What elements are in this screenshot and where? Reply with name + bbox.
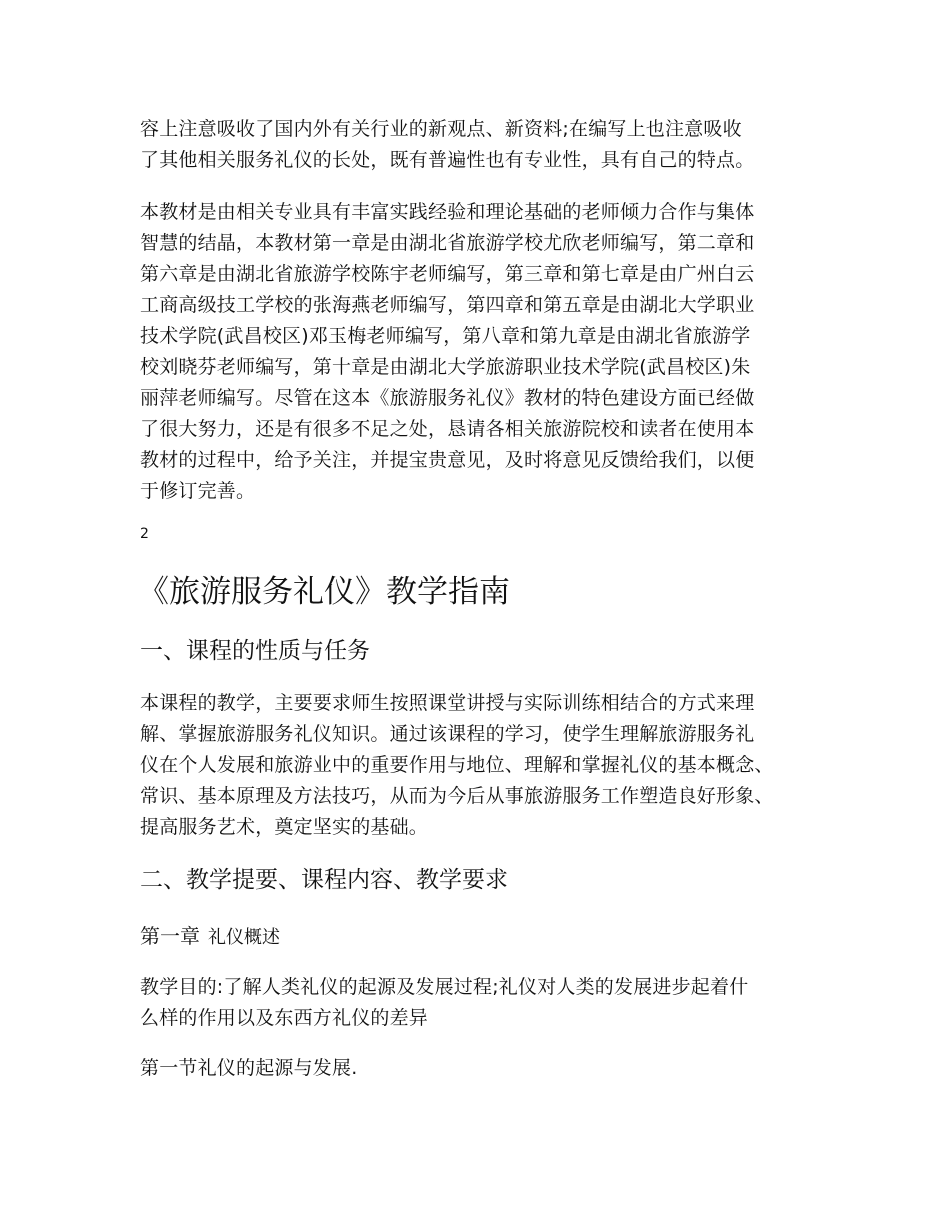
text-line: 了其他相关服务礼仪的长处，既有普遍性也有专业性，具有自己的特点。	[140, 149, 755, 171]
text-line: 校刘晓芬老师编写，第十章是由湖北大学旅游职业技术学院(武昌校区)朱	[140, 356, 751, 378]
section-heading-nature-tasks: 一、课程的性质与任务	[140, 638, 370, 664]
section-item	[140, 1053, 830, 1084]
text-line: 智慧的结晶，本教材第一章是由湖北省旅游学校尤欣老师编写，第二章和	[140, 232, 755, 254]
chapter-label: 第一章	[140, 924, 200, 948]
text-line: 第一节礼仪的起源与发展.	[140, 1057, 358, 1079]
course-nature-paragraph	[140, 688, 830, 843]
intro-paragraph	[140, 114, 830, 176]
text-line: 第六章是由湖北省旅游学校陈宇老师编写，第三章和第七章是由广州白云	[140, 263, 755, 285]
page-number: 2	[140, 526, 149, 542]
document-title: 《旅游服务礼仪》教学指南	[138, 574, 510, 610]
chapter-title: 礼仪概述	[208, 927, 280, 948]
chapter-heading	[140, 920, 280, 954]
text-line: 么样的作用以及东西方礼仪的差异	[140, 1007, 429, 1029]
text-line: 丽萍老师编写。尽管在这本《旅游服务礼仪》教材的特色建设方面已经做	[140, 387, 755, 409]
text-line: 教学目的:了解人类礼仪的起源及发展过程;礼仪对人类的发展进步起着什	[140, 976, 749, 998]
text-line: 于修订完善。	[140, 480, 256, 502]
text-line: 了很大努力，还是有很多不足之处，恳请各相关旅游院校和读者在使用本	[140, 418, 755, 440]
text-line: 本教材是由相关专业具有丰富实践经验和理论基础的老师倾力合作与集体	[140, 201, 755, 223]
section-heading-teaching-outline: 二、教学提要、课程内容、教学要求	[140, 867, 508, 893]
text-line: 提高服务艺术，奠定坚实的基础。	[140, 816, 429, 838]
text-line: 教材的过程中，给予关注，并提宝贵意见，及时将意见反馈给我们，以便	[140, 449, 755, 471]
authors-paragraph	[140, 197, 830, 507]
teaching-objective-paragraph	[140, 972, 830, 1034]
text-line: 技术学院(武昌校区)邓玉梅老师编写，第八章和第九章是由湖北省旅游学	[140, 325, 751, 347]
text-line: 容上注意吸收了国内外有关行业的新观点、新资料;在编写上也注意吸收	[140, 118, 742, 140]
text-line: 仪在个人发展和旅游业中的重要作用与地位、理解和掌握礼仪的基本概念、	[140, 754, 774, 776]
text-line: 常识、基本原理及方法技巧，从而为今后从事旅游服务工作塑造良好形象、	[140, 785, 774, 807]
text-line: 本课程的教学，主要要求师生按照课堂讲授与实际训练相结合的方式来理	[140, 692, 755, 714]
text-line: 工商高级技工学校的张海燕老师编写，第四章和第五章是由湖北大学职业	[140, 294, 755, 316]
text-line: 解、掌握旅游服务礼仪知识。通过该课程的学习，使学生理解旅游服务礼	[140, 723, 755, 745]
